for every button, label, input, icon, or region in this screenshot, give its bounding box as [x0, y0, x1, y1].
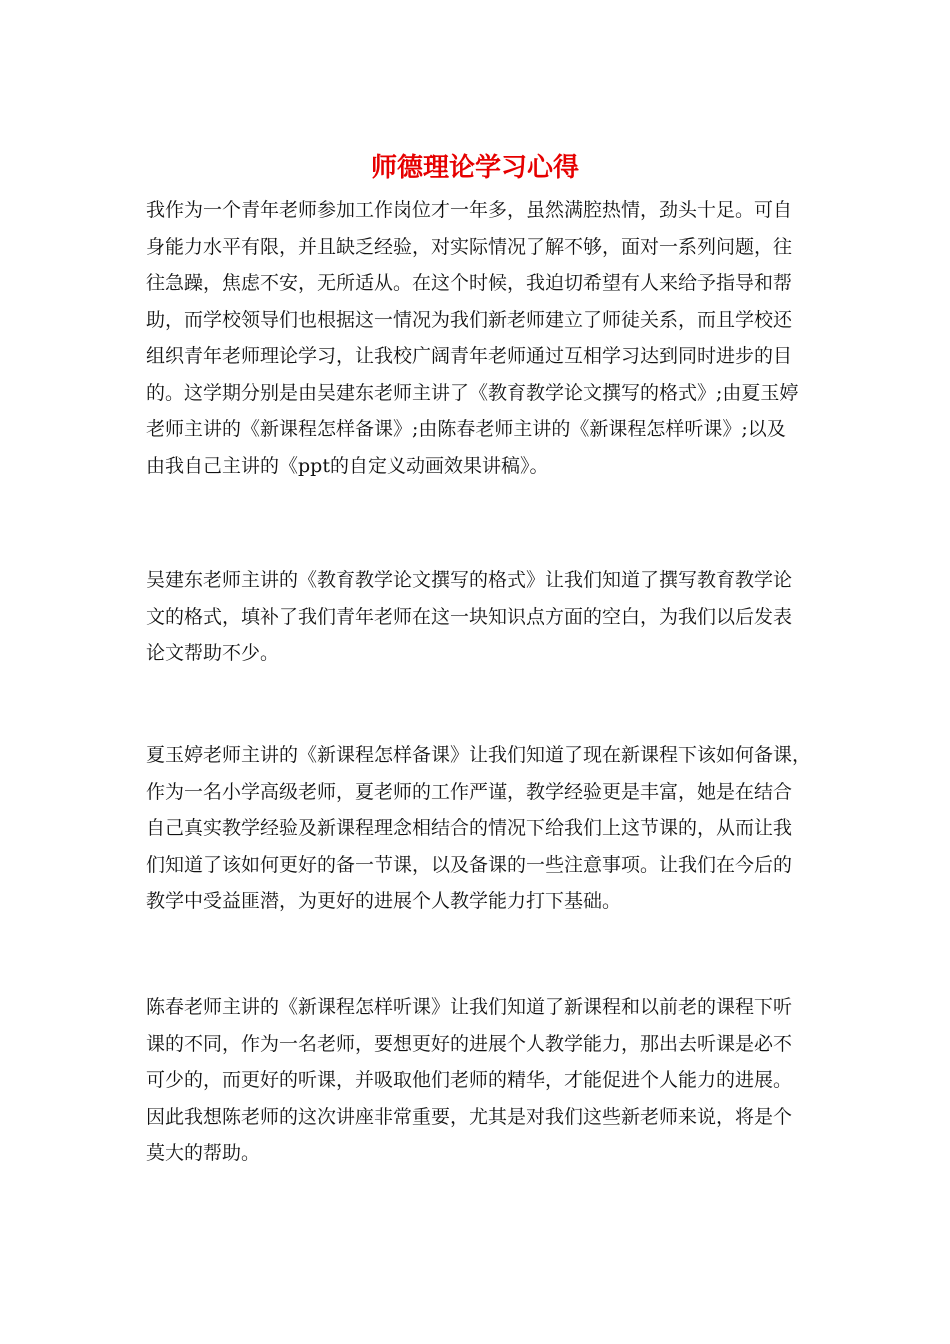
- paragraph-chen-chun: [146, 989, 836, 1172]
- paragraph-intro: [146, 192, 836, 484]
- paragraph-line: 夏玉婷老师主讲的《新课程怎样备课》让我们知道了现在新课程下该如何备课，: [146, 744, 812, 766]
- paragraph-xia-yuting: [146, 737, 836, 920]
- paragraph-line: 论文帮助不少。: [146, 642, 280, 664]
- paragraph-line: 身能力水平有限，并且缺乏经验，对实际情况了解不够，面对一系列问题，往: [146, 235, 793, 258]
- paragraph-line: 组织青年老师理论学习，让我校广阔青年老师通过互相学习达到同时进步的目: [146, 345, 793, 367]
- document-title: 师德理论学习心得: [370, 153, 579, 183]
- paragraph-line: 文的格式，填补了我们青年老师在这一块知识点方面的空白，为我们以后发表: [146, 605, 793, 628]
- paragraph-line: 吴建东老师主讲的《教育教学论文撰写的格式》让我们知道了撰写教育教学论: [146, 569, 793, 591]
- paragraph-line: 可少的，而更好的听课，并吸取他们老师的精华，才能促进个人能力的进展。: [146, 1069, 793, 1091]
- paragraph-line: 自己真实教学经验及新课程理念相结合的情况下给我们上这节课的，从而让我: [146, 817, 793, 839]
- paragraph-wu-jiandong: [146, 562, 836, 672]
- paragraph-line: 由我自己主讲的《ppt的自定义动画效果讲稿》。: [146, 454, 549, 477]
- paragraph-line: 教学中受益匪潜，为更好的进展个人教学能力打下基础。: [146, 890, 622, 912]
- paragraph-line: 助，而学校领导们也根据这一情况为我们新老师建立了师徒关系，而且学校还: [146, 308, 793, 331]
- paragraph-line: 作为一名小学高级老师，夏老师的工作严谨，教学经验更是丰富，她是在结合: [146, 780, 793, 803]
- paragraph-line: 往急躁，焦虑不安，无所适从。在这个时候，我迫切希望有人来给予指导和帮: [146, 272, 793, 294]
- paragraph-line: 老师主讲的《新课程怎样备课》;由陈春老师主讲的《新课程怎样听课》;以及: [146, 418, 786, 440]
- paragraph-line: 因此我想陈老师的这次讲座非常重要，尤其是对我们这些新老师来说，将是个: [146, 1105, 793, 1128]
- paragraph-line: 陈春老师主讲的《新课程怎样听课》让我们知道了新课程和以前老的课程下听: [146, 996, 793, 1018]
- paragraph-line: 课的不同，作为一名老师，要想更好的进展个人教学能力，那出去听课是必不: [146, 1032, 793, 1055]
- paragraph-line: 们知道了该如何更好的备一节课，以及备课的一些注意事项。让我们在今后的: [146, 853, 793, 876]
- paragraph-line: 我作为一个青年老师参加工作岗位才一年多，虽然满腔热情，劲头十足。可自: [146, 199, 793, 221]
- paragraph-line: 的。这学期分别是由吴建东老师主讲了《教育教学论文撰写的格式》;由夏玉婷: [146, 381, 799, 404]
- paragraph-line: 莫大的帮助。: [146, 1142, 261, 1164]
